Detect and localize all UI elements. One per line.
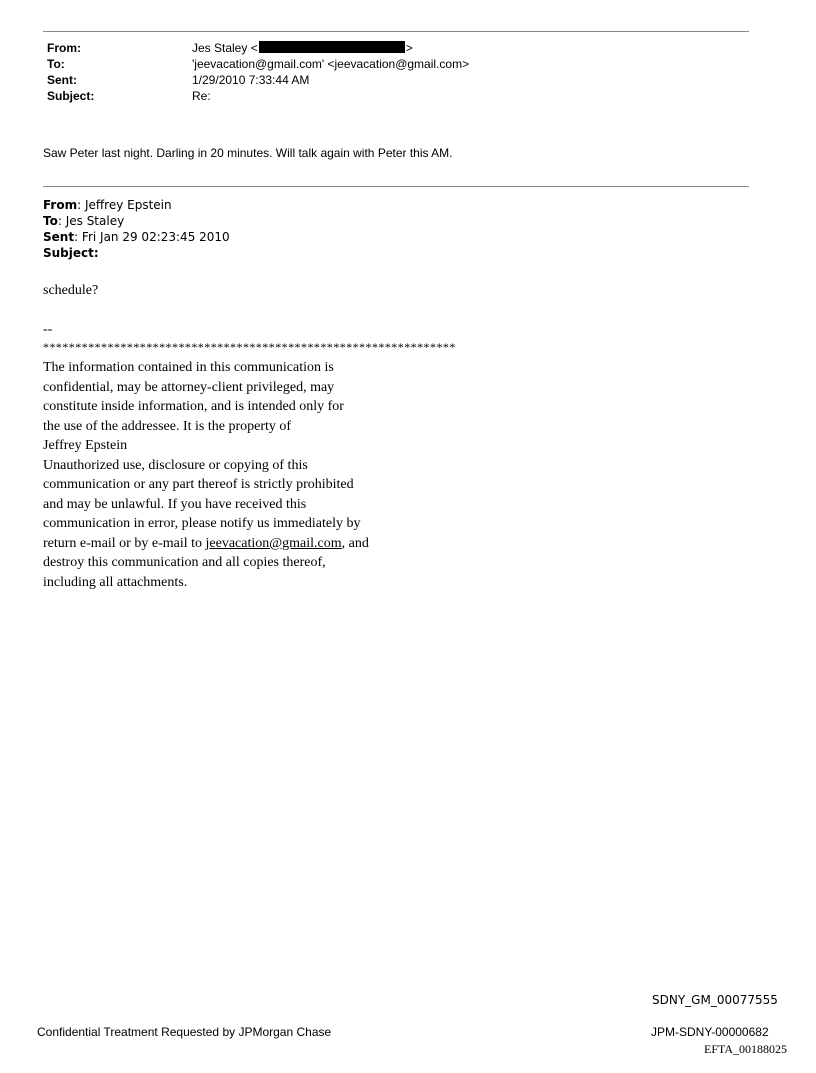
disclaimer-line: confidential, may be attorney-client privileged, may (43, 379, 335, 395)
disclaimer-line: The information contained in this communication is (43, 360, 334, 375)
email2-body: schedule? (43, 283, 99, 298)
disclaimer-line: communication in error, please notify us immediately by (43, 516, 361, 531)
email1-body: Saw Peter last night. Darling in 20 minutes. Will talk again with Peter this AM. (43, 146, 453, 160)
disclaimer-return-line (43, 534, 369, 554)
disclaimer-line: and may be unlawful. If you have received this (43, 496, 307, 512)
disclaimer-line: Unauthorized use, disclosure or copying of this (43, 457, 308, 473)
email2-to-value: : Jes Staley (57, 214, 125, 228)
email2-header (43, 197, 230, 261)
disclaimer-line: communication or any part thereof is strictly prohibited (43, 477, 354, 492)
email2-from-row (43, 197, 230, 213)
email1-sent-label: Sent: (47, 73, 77, 87)
email2-sent-value: : Fri Jan 29 02:23:45 2010 (74, 230, 230, 244)
email1-subject-value: Re: (192, 89, 211, 103)
email2-sent-label: Sent (43, 230, 75, 244)
disclaimer-line: including all attachments. (43, 574, 188, 590)
return-prefix: return e-mail or by e-mail to (43, 535, 206, 551)
disclaimer-block (43, 358, 369, 592)
email2-to-row (43, 213, 230, 229)
disclaimer-line: Jeffrey Epstein (43, 438, 128, 453)
email1-sent-value: 1/29/2010 7:33:44 AM (192, 73, 310, 87)
email-link[interactable]: jeevacation@gmail.com (205, 535, 342, 551)
bates-jpm: JPM-SDNY-00000682 (651, 1025, 769, 1039)
email1-subject-label: Subject: (47, 89, 95, 103)
email1-to-value: 'jeevacation@gmail.com' <jeevacation@gmail.com> (192, 57, 470, 71)
confidential-footer: Confidential Treatment Requested by JPMorgan Chase (37, 1025, 332, 1039)
email2-subject-value: : (93, 246, 99, 260)
signature-dash: -- (43, 322, 53, 337)
email2-sent-row (43, 229, 230, 245)
disclaimer-line: constitute inside information, and is intended only for (43, 399, 344, 414)
top-divider (43, 31, 749, 32)
email2-subject-label: Subject (43, 246, 94, 260)
quote-divider (43, 186, 749, 187)
email2-from-label: From (43, 198, 78, 212)
disclaimer-line: destroy this communication and all copies thereof, (43, 555, 326, 570)
email2-from-value: : Jeffrey Epstein (77, 198, 172, 212)
email1-from-name: Jes Staley < (192, 41, 258, 55)
email1-from-value (192, 40, 413, 56)
email1-to-label: To: (47, 57, 65, 71)
return-suffix: , and (341, 535, 369, 551)
email2-subject-row (43, 245, 230, 261)
disclaimer-line: the use of the addressee. It is the property of (43, 418, 292, 434)
email2-to-label: To (43, 214, 58, 228)
email1-from-label: From: (47, 41, 81, 55)
redaction-box (259, 41, 405, 53)
email1-from-close: > (405, 41, 413, 55)
bates-efta: EFTA_00188025 (704, 1042, 788, 1056)
bates-gm: SDNY_GM_00077555 (652, 993, 778, 1007)
signature-stars: **************************************************************** (43, 340, 456, 354)
